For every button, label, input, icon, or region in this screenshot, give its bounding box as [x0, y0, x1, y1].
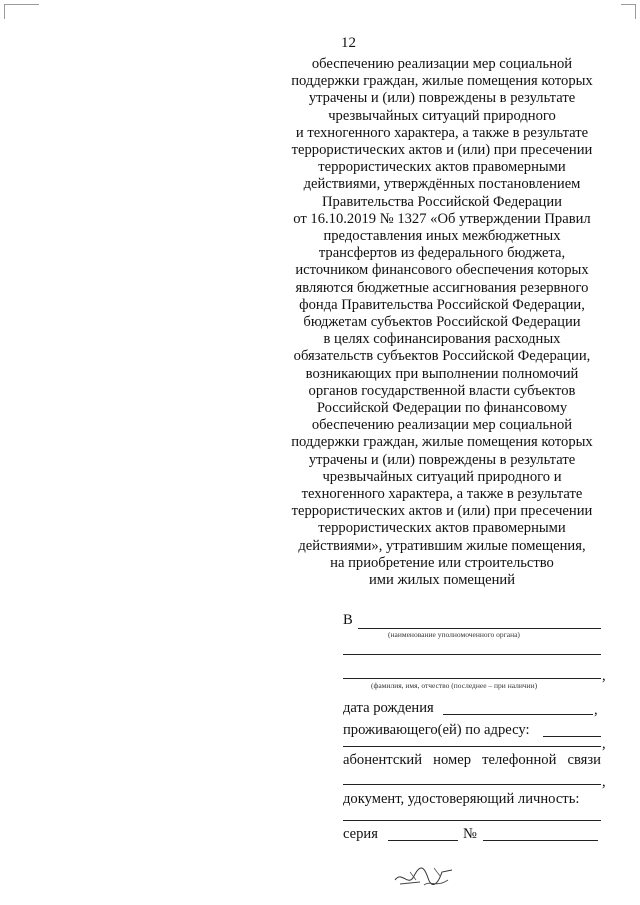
authority-row [343, 612, 353, 629]
heading-line: ими жилых помещений [368, 572, 516, 589]
heading-line: от 16.10.2019 № 1327 «Об утверждении Правил [293, 210, 591, 227]
heading-line: действиями», утратившим жилые помещения, [298, 537, 586, 554]
birth-date-label: дата рождения [343, 700, 434, 716]
heading-line: поддержки граждан, жилые помещения которых [291, 73, 593, 90]
heading-line: трансфертов из федерального бюджета, [318, 245, 566, 262]
heading-line: чрезвычайных ситуаций природного [328, 107, 556, 124]
number-field[interactable] [483, 826, 598, 841]
address-comma: , [602, 736, 606, 752]
heading-line: утрачены и (или) повреждены в результате [308, 90, 576, 107]
heading-line: предоставления иных межбюджетных [323, 228, 561, 245]
id-document-label: документ, удостоверяющий личность: [343, 791, 580, 807]
address-field-line-2[interactable] [343, 732, 601, 747]
heading-line: обеспечению реализации мер социальной [311, 417, 573, 434]
number-label: № [463, 826, 477, 842]
heading-line: обязательств субъектов Российской Федерации, [293, 348, 591, 365]
phone-label [343, 752, 601, 769]
scan-corner-mark-top-right [621, 4, 636, 19]
authority-caption: (наименование уполномоченного органа) [388, 630, 520, 639]
authority-field[interactable] [358, 614, 601, 629]
heading-line: террористических актов и (или) при пресечении [291, 142, 593, 159]
heading-line: террористических актов правомерными [318, 520, 566, 537]
authority-field-line-2[interactable] [343, 640, 601, 655]
birth-date-comma: , [594, 702, 598, 718]
id-document-field[interactable] [343, 806, 601, 821]
series-label: серия [343, 826, 378, 842]
heading-line: Российской Федерации по финансовому [316, 400, 568, 417]
series-field[interactable] [388, 826, 458, 841]
phone-comma: , [602, 774, 606, 790]
heading-line: в целях софинансирования расходных [323, 331, 561, 348]
heading-line: Правительства Российской Федерации [322, 193, 562, 210]
phone-field[interactable] [343, 770, 601, 785]
fio-caption: (фамилия, имя, отчество (последнее – при наличии) [371, 681, 538, 690]
page-number: 12 [341, 35, 356, 51]
document-heading [262, 56, 622, 589]
fio-field[interactable] [343, 664, 601, 679]
heading-line: террористических актов правомерными [318, 159, 566, 176]
to-prefix: В [343, 612, 353, 628]
scan-corner-mark-top-left [4, 4, 39, 19]
phone-label-word: номер [433, 752, 471, 768]
heading-line: на приобретение или строительство [330, 554, 554, 571]
heading-line: являются бюджетные ассигнования резервного [295, 279, 589, 296]
heading-line: источником финансового обеспечения которых [295, 262, 589, 279]
heading-line: органов государственной власти субъектов [308, 382, 576, 399]
heading-line: действиями, утверждённых постановлением [303, 176, 581, 193]
heading-line: террористических актов и (или) при пресечении [291, 503, 593, 520]
heading-line: техногенного характера, а также в результате [301, 486, 583, 503]
heading-line: возникающих при выполнении полномочий [305, 365, 579, 382]
heading-line: утрачены и (или) повреждены в результате [308, 451, 576, 468]
birth-date-field[interactable] [443, 700, 593, 715]
heading-line: бюджетам субъектов Российской Федерации [303, 314, 581, 331]
fio-comma: , [602, 668, 606, 684]
heading-line: обеспечению реализации мер социальной [311, 56, 573, 72]
phone-label-word: телефонной [482, 752, 557, 768]
handwritten-signature [390, 858, 460, 893]
address-label: проживающего(ей) по адресу: [343, 722, 530, 738]
heading-line: поддержки граждан, жилые помещения которых [291, 434, 593, 451]
heading-line: фонда Правительства Российской Федерации, [299, 296, 585, 313]
heading-line: и техногенного характера, а также в результате [295, 124, 589, 141]
heading-line: чрезвычайных ситуаций природного и [322, 468, 562, 485]
phone-label-word: абонентский [343, 752, 423, 768]
phone-label-word: связи [567, 752, 601, 768]
